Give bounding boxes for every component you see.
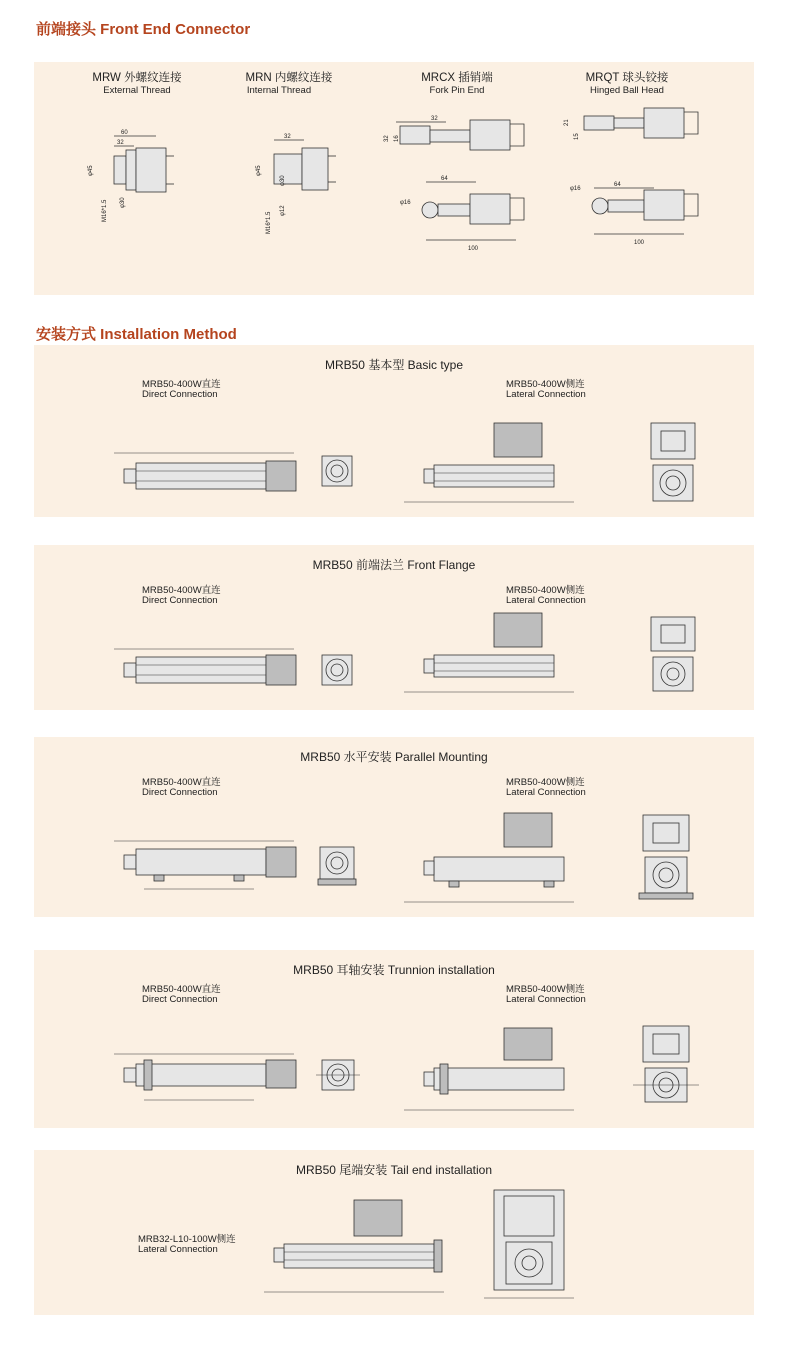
basic-right-en: Lateral Connection <box>506 389 586 400</box>
parallel-lateral-end-view <box>629 809 714 909</box>
mrcx-drawing <box>386 112 536 257</box>
tail-left-cn: MRB32-L10-100W侧连 <box>138 1234 236 1245</box>
dim-m16: M16*1.5 <box>102 199 108 222</box>
dim-phi12: φ12 <box>280 205 286 216</box>
flange-left-cn: MRB50-400W直连 <box>142 585 221 596</box>
dim-16: 16 <box>394 135 400 142</box>
basic-direct-drawing <box>94 445 299 505</box>
parallel-lateral-drawing <box>394 807 594 912</box>
dim-32c: 32 <box>431 116 438 122</box>
parallel-left-cn: MRB50-400W直连 <box>142 777 221 788</box>
trunnion-right-cn: MRB50-400W侧连 <box>506 984 585 995</box>
flange-direct-drawing <box>94 645 299 700</box>
dim-32d: 32 <box>384 135 390 142</box>
trunnion-direct-drawing <box>94 1050 299 1110</box>
dim-phi45: φ45 <box>88 165 94 176</box>
connector-mrw-cn: MRW 外螺纹连接 <box>92 72 182 84</box>
dim-phi45b: φ45 <box>256 165 262 176</box>
parallel-direct-end-view <box>314 837 364 897</box>
flange-right-en: Lateral Connection <box>506 595 586 606</box>
connector-mrqt-cn: MRQT 球头铰接 <box>585 72 669 84</box>
tail-end-title: MRB50 尾端安装 Tail end installation <box>295 1163 493 1177</box>
trunnion-left-cn: MRB50-400W直连 <box>142 984 221 995</box>
mrqt-drawing <box>564 106 714 256</box>
basic-lateral-drawing <box>394 417 594 512</box>
basic-left-en: Direct Connection <box>142 389 218 400</box>
dim-100: 100 <box>468 246 479 252</box>
connector-mrcx-en: Fork Pin End <box>429 85 485 96</box>
basic-direct-end-view <box>316 450 361 500</box>
flange-left-en: Direct Connection <box>142 595 218 606</box>
trunnion-right-en: Lateral Connection <box>506 994 586 1005</box>
trunnion-lateral-end-view <box>629 1022 714 1122</box>
trunnion-title: MRB50 耳轴安装 Trunnion installation <box>293 963 495 977</box>
trunnion-direct-end-view <box>316 1050 366 1110</box>
dim-64: 64 <box>441 176 448 182</box>
connector-mrcx-cn: MRCX 插销端 <box>421 72 493 84</box>
basic-left-cn: MRB50-400W直连 <box>142 379 221 390</box>
front-connector-title: 前端接头 Front End Connector <box>36 21 251 38</box>
mrn-drawing <box>254 126 364 236</box>
dim-phi30b: φ30 <box>280 175 286 186</box>
flange-lateral-drawing <box>394 607 594 702</box>
trunnion-panel <box>34 950 754 1128</box>
mrw-drawing <box>84 126 194 226</box>
connector-mrw-en: External Thread <box>103 85 171 96</box>
front-connector-panel <box>34 62 754 295</box>
dim-100b: 100 <box>634 240 645 246</box>
dim-60: 60 <box>121 130 128 136</box>
basic-right-cn: MRB50-400W侧连 <box>506 379 585 390</box>
dim-15: 15 <box>574 133 580 140</box>
dim-phi16: φ16 <box>400 200 411 206</box>
flange-direct-end-view <box>316 645 361 695</box>
basic-type-panel <box>34 345 754 517</box>
parallel-title: MRB50 水平安装 Parallel Mounting <box>300 750 488 764</box>
dim-64b: 64 <box>614 182 621 188</box>
tail-left-en: Lateral Connection <box>138 1244 218 1255</box>
parallel-left-en: Direct Connection <box>142 787 218 798</box>
dim-32b: 32 <box>284 134 291 140</box>
front-flange-panel <box>34 545 754 710</box>
parallel-right-en: Lateral Connection <box>506 787 586 798</box>
trunnion-lateral-drawing <box>394 1022 594 1122</box>
dim-m16b: M16*1.5 <box>266 211 272 234</box>
dim-phi16b: φ16 <box>570 186 581 192</box>
parallel-mounting-panel <box>34 737 754 917</box>
basic-type-title: MRB50 基本型 Basic type <box>324 358 464 372</box>
trunnion-left-en: Direct Connection <box>142 994 218 1005</box>
connector-mrqt-en: Hinged Ball Head <box>590 85 664 96</box>
parallel-right-cn: MRB50-400W侧连 <box>506 777 585 788</box>
tail-end-view <box>474 1180 589 1305</box>
connector-mrn-cn: MRN 内螺纹连接 <box>245 72 333 84</box>
basic-lateral-end-view <box>639 417 714 512</box>
connector-mrn-en: Internal Thread <box>246 85 312 96</box>
dim-32: 32 <box>117 140 124 146</box>
dim-phi30: φ30 <box>120 197 126 208</box>
front-flange-title: MRB50 前端法兰 Front Flange <box>312 558 476 572</box>
tail-lateral-drawing <box>244 1190 449 1305</box>
installation-method-title: 安装方式 Installation Method <box>36 326 237 343</box>
flange-lateral-end-view <box>639 611 714 703</box>
dim-21: 21 <box>564 119 570 126</box>
parallel-direct-drawing <box>94 837 299 902</box>
flange-right-cn: MRB50-400W侧连 <box>506 585 585 596</box>
tail-end-panel <box>34 1150 754 1315</box>
